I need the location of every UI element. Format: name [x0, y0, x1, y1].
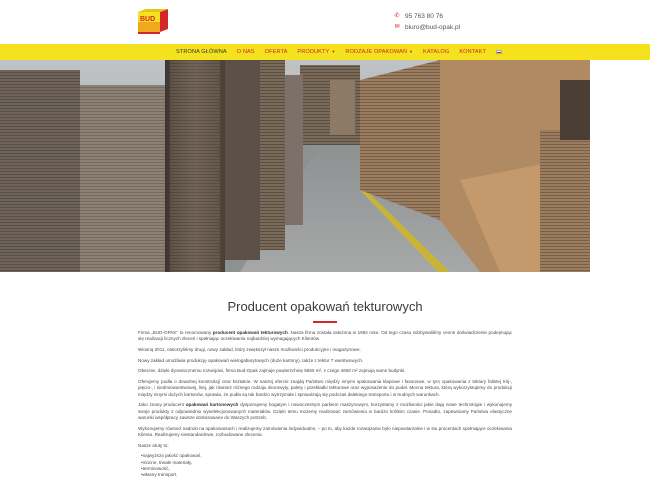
hero-warehouse-image — [0, 60, 590, 272]
envelope-icon: ✉ — [394, 24, 400, 30]
list-item: • najwyższa jakość opakowań, — [141, 453, 512, 459]
nav-label: O NAS — [236, 49, 255, 55]
title-divider — [313, 321, 337, 323]
bud-opak-logo[interactable] — [138, 9, 168, 36]
main-navigation — [0, 44, 650, 60]
email-address: biuro@bud-opak.pl — [405, 24, 461, 31]
atuty-list — [141, 453, 512, 479]
paragraph-intro — [138, 330, 512, 343]
header — [0, 0, 650, 44]
list-item: • terminowość, — [141, 466, 512, 472]
phone-row[interactable] — [394, 11, 460, 22]
nav-item-katalog[interactable] — [418, 49, 454, 55]
nav-item-language[interactable] — [491, 49, 507, 55]
logo-text: BUD — [140, 16, 156, 23]
list-item: • własny transport. — [141, 472, 512, 478]
nav-label: RODZAJE OPAKOWAŃ — [345, 49, 407, 55]
paragraph-atuty-heading: Nasze atuty to: — [138, 442, 169, 448]
polish-flag-icon — [496, 50, 502, 54]
text: . Nasza firma została założona w 1992 roku. Od tego czasu zdobywaliśmy cenne doświadczenie podejmując się realizacji licznych zleceń i spełniając oczekiwania najbardziej wymagających Klientów. — [138, 330, 512, 342]
nav-label: KATALOG — [423, 49, 450, 55]
text: Jako znany producent — [138, 402, 186, 408]
text: dysponujemy bogatym i nowoczesnym parkiem maszynowym, korzystamy z możliwości jakie dają nowe technologie i wykonujemy swoje produkty z odpowiednio wyselekcjonowanych materiałów. Dzięki temu możemy realizować zamówienia w bardzo krótkim czasie. Ponadto, zapewniamy Państwu elastyczne warunki współpracy zawsze dostosowane do Waszych potrzeb. — [138, 402, 512, 420]
text: Firma „BUD-OPAK" to renomowany — [138, 330, 213, 335]
paragraph-printing: Wykonujemy również nadruki na opakowaniach i realizujemy zamówienia indywidualne, – po to, aby każde rozwiązanie było niepowtarzalne i w stu procentach spełniające oczekiwania Klienta. Realizujemy niestandardowe, rozbudowane zlecenia. — [138, 425, 512, 437]
nav-item-rodzaje-opakowan[interactable] — [340, 49, 418, 55]
paragraph-area: Obecnie, dzięki dynamicznemu rozwojowi, firma Bud-Opak zajmuje powierzchnię 5650 m², z czego 4650 m² zajmują same budynki. — [138, 368, 406, 374]
page-title: Producent opakowań tekturowych — [227, 299, 423, 314]
nav-item-kontakt[interactable] — [454, 49, 491, 55]
list-item: • mocne, trwałe materiały, — [141, 460, 512, 466]
nav-label: PRODUKTY — [297, 49, 330, 55]
phone-number: 95 763 80 76 — [405, 13, 443, 20]
main-content — [138, 330, 512, 479]
phone-icon: ✆ — [394, 13, 400, 19]
nav-label: KONTAKT — [459, 49, 487, 55]
paragraph-offer: Oferujemy pudła o dowolnej konstrukcji oraz kształcie. W naszej ofercie znajdą Państwo między innymi opakowania klapowe i fasonowe, w tym opakowania z tektury falistej trój-, pięcio-, i siedmiowarstwowej, litej, jak również różnego rodzaju skorowyty, palety i przekładki tekturowe oraz wyposażenie do pudeł. Mocna tektura, którą wykorzystujemy do produkcji między innymi dużych kartonów, sprawia, że pudła są tak bardzo wytrzymałe i sprawdzają się podczas dalekiego transportu i w trudnych warunkach. — [138, 378, 512, 397]
paragraph-producer — [138, 402, 512, 421]
nav-item-oferta[interactable] — [260, 49, 293, 55]
nav-item-strona-glowna[interactable] — [171, 49, 232, 55]
nav-label: OFERTA — [264, 49, 288, 55]
contact-info — [394, 11, 460, 33]
nav-item-produkty[interactable] — [292, 49, 340, 55]
chevron-down-icon: ▼ — [408, 49, 414, 54]
paragraph-new-plant: Nowy zakład umożliwia produkcję opakowań wielogabarytowych (duże kartony), także z tektur 7 warstwowych. — [138, 357, 364, 363]
paragraph-2011: Wiosną 2011, otworzyliśmy drugi, nowy zakład, który zwiększył nasze możliwości produkcyjne i magazynowe. — [138, 347, 361, 352]
chevron-down-icon: ▼ — [331, 49, 336, 54]
nav-item-o-nas[interactable] — [232, 49, 260, 55]
nav-label: STRONA GŁÓWNA — [176, 49, 227, 55]
strong-text: producent opakowań tekturowych — [212, 330, 288, 335]
email-row[interactable] — [394, 22, 460, 33]
strong-text: opakowań kartonowych — [185, 402, 239, 408]
